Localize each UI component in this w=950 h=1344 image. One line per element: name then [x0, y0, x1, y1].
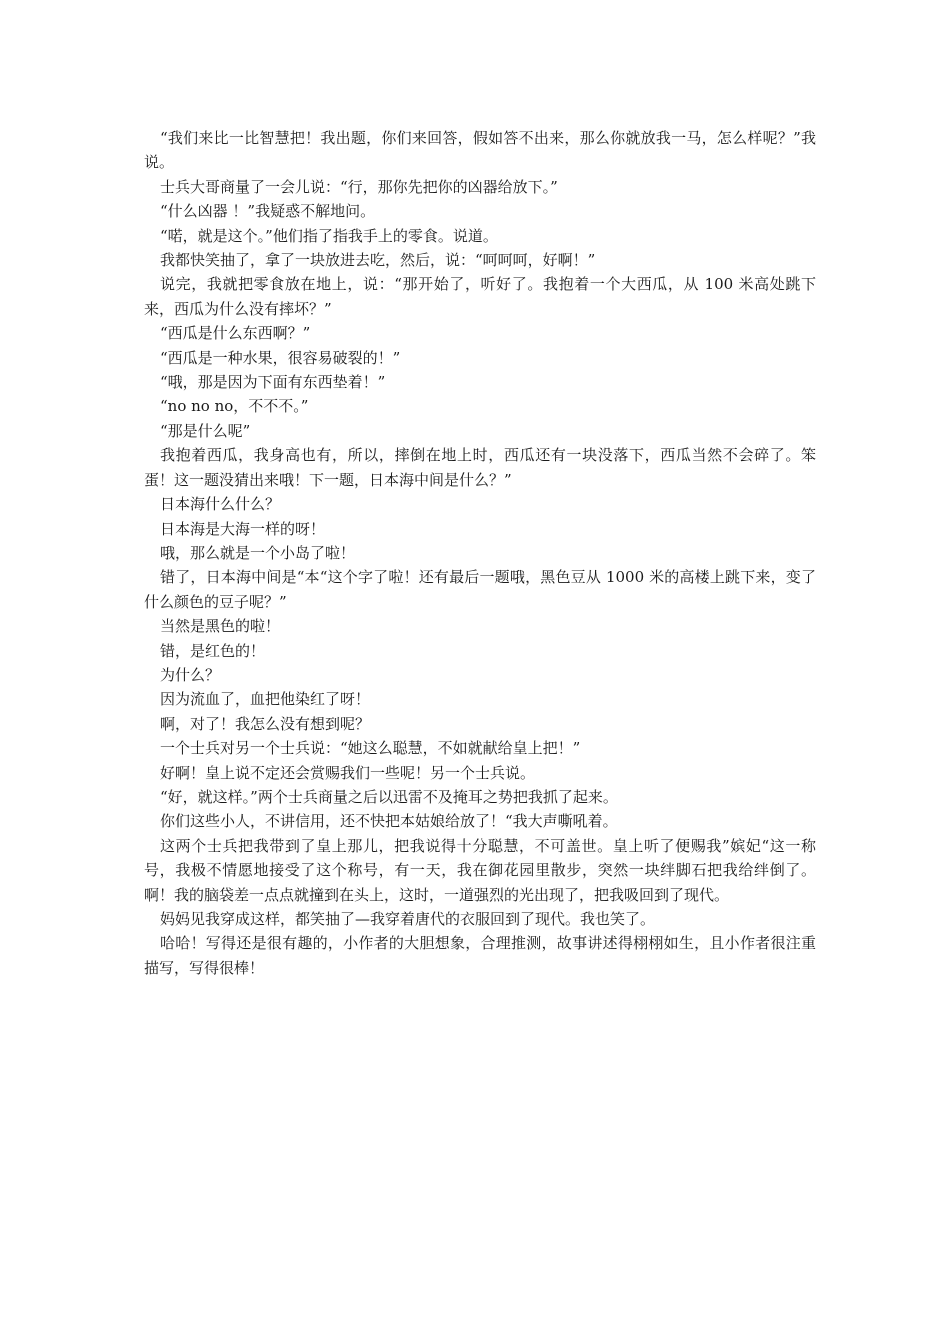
paragraph: 啊，对了！我怎么没有想到呢？ — [160, 714, 371, 733]
paragraph: 当然是黑色的啦！ — [160, 617, 281, 636]
paragraph: 日本海什么什么？ — [160, 495, 281, 514]
paragraph: 我抱着西瓜，我身高也有，所以，摔倒在地上时，西瓜还有一块没落下，西瓜当然不会碎了。笨蛋！这一题没猜出来哦！下一题，日本海中间是什么？” — [144, 446, 816, 489]
paragraph: 好啊！皇上说不定还会赏赐我们一些呢！另一个士兵说。 — [160, 763, 536, 782]
paragraph: 错，是红色的！ — [160, 641, 266, 660]
paragraph: 士兵大哥商量了一会儿说：“行，那你先把你的凶器给放下。” — [160, 177, 558, 196]
paragraph: “no no no，不不不。” — [160, 397, 309, 416]
paragraph: “哦，那是因为下面有东西垫着！” — [160, 373, 386, 392]
paragraph: “那是什么呢” — [160, 421, 251, 440]
paragraph: “西瓜是什么东西啊？” — [160, 324, 311, 343]
paragraph: “西瓜是一种水果，很容易破裂的！” — [160, 348, 401, 367]
paragraph: 你们这些小人，不讲信用，还不快把本姑娘给放了！“我大声嘶吼着。 — [160, 812, 618, 831]
paragraph: “喏，就是这个。”他们指了指我手上的零食。说道。 — [160, 226, 498, 245]
paragraph: “好，就这样。”两个士兵商量之后以迅雷不及掩耳之势把我抓了起来。 — [160, 787, 618, 806]
paragraph: 日本海是大海一样的呀！ — [160, 519, 326, 538]
paragraph: 为什么？ — [160, 665, 221, 684]
paragraph: 错了，日本海中间是“本“这个字了啦！还有最后一题哦，黑色豆从 1000 米的高楼上跳下来，变了什么颜色的豆子呢？” — [144, 568, 816, 611]
paragraph: 因为流血了，血把他染红了呀！ — [160, 690, 371, 709]
paragraph: 哦，那么就是一个小岛了啦！ — [160, 543, 356, 562]
paragraph: 妈妈见我穿成这样，都笑抽了—我穿着唐代的衣服回到了现代。我也笑了。 — [160, 910, 656, 928]
paragraph: “我们来比一比智慧把！我出题，你们来回答，假如答不出来，那么你就放我一马，怎么样呢？”我说。 — [144, 129, 816, 172]
paragraph: 我都快笑抽了，拿了一块放进去吃，然后，说：“呵呵呵，好啊！” — [160, 251, 596, 270]
paragraph: 说完，我就把零食放在地上，说：“那开始了，听好了。我抱着一个大西瓜，从 100 米高处跳下来，西瓜为什么没有摔坏？” — [144, 275, 816, 318]
paragraph: 这两个士兵把我带到了皇上那儿，把我说得十分聪慧，不可盖世。皇上听了便赐我”嫔妃“这一称号，我极不情愿地接受了这个称号，有一天，我在御花园里散步，突然一块绊脚石把我给绊倒了。啊！我的脑袋差一点点就撞到在头上，这时，一道强烈的光出现了，把我吸回到了现代。 — [144, 836, 816, 904]
paragraph: “什么凶器 ！”我疑惑不解地问。 — [160, 202, 376, 221]
story-text — [144, 126, 816, 980]
paragraph: 哈哈！写得还是很有趣的，小作者的大胆想象，合理推测，故事讲述得栩栩如生，且小作者很注重描写，写得很棒！ — [144, 934, 816, 977]
paragraph: 一个士兵对另一个士兵说：“她这么聪慧，不如就献给皇上把！” — [160, 739, 581, 758]
